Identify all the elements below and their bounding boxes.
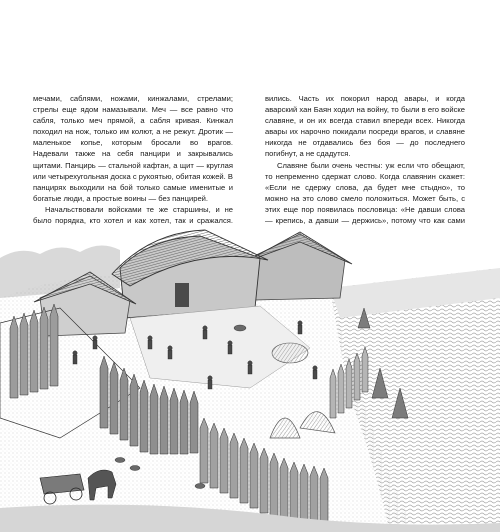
village-engraving-image (0, 228, 500, 532)
village-illustration (0, 228, 500, 532)
paragraph: Начальствовали войсками те же старшины, и не было порядка, кто хотел и как хотел, так и сражался. (33, 204, 233, 226)
paragraph: Славяне были очень честны: уж если что обещают, то непременно сдержат слово. Когда славянин скажет: «Если не сдержу слова, да будет мне стыдно», то можно на это слово смело положиться. Может быть, с этих еще пор появилась пословица: «Не давши слова — крепись, а давши — держись», потому что как сами (265, 160, 465, 226)
right-text-column (265, 93, 465, 248)
paragraph: вились. Часть их покорил народ авары, и когда аварский хан Баян ходил на войну, то были в его войске славяне, и он их всегда ставил впереди всех. Никогда авары их нарочно покидали посреди врагов, и славяне никогда не отдавались без боя — до последнего погибнут, а не сдадутся. (265, 94, 465, 159)
left-text-column (33, 93, 233, 248)
paragraph: мечами, саблями, ножами, кинжалами, стрелами; стрелы еще ядом намазывали. Меч — все равно что сабля, только меч прямой, а сабля кривая. Кинжал походил на нож, только им колют, а не режут. Дротик — маленькое копье, которым бросали во врагов. Надевали также на себя панцири и закрывались щитами. Панцирь — стальной кафтан, а щит — круглая или четырехугольная доска с рукоятью, обитая кожей. В панцирях выходили на бой только самые именитые и богатые люди, а простые воины — без панцирей. (33, 94, 233, 203)
